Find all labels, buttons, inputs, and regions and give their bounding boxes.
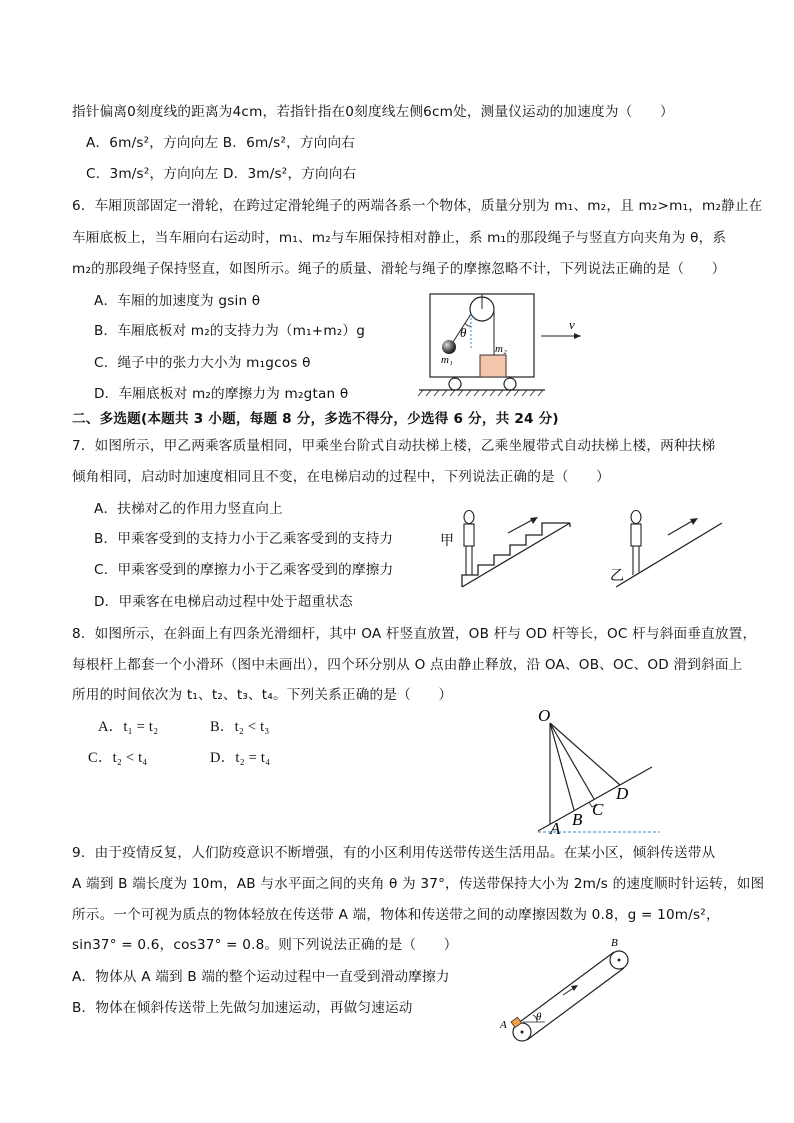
block-m2 (480, 355, 506, 377)
q6-stem-line3: m₂的那段绳子保持竖直，如图所示。绳子的质量、滑轮与绳子的摩擦忽略不计，下列说法正确的是（ ） (72, 261, 726, 277)
q6-option-a: A．车厢的加速度为 gsin θ (94, 293, 261, 309)
q6-stem-line2: 车厢底板上，当车厢向右运动时，m₁、m₂与车厢保持相对静止，系 m₁的那段绳子与竖直方向夹角为 θ，系 (72, 230, 727, 246)
q7-option-a: A．扶梯对乙的作用力竖直向上 (94, 501, 283, 517)
q9-stem-line4: sin37° = 0.6，cos37° = 0.8。则下列说法正确的是（ ） (72, 937, 458, 953)
label-A: A (550, 819, 561, 838)
theta-label: θ (536, 1011, 542, 1023)
rod-OC (550, 723, 594, 799)
q9-conveyor-figure (495, 936, 640, 1046)
velocity-label: v (569, 317, 575, 332)
q6-cart-figure (415, 292, 595, 397)
label-D: D (616, 784, 629, 803)
belt-top (517, 952, 614, 1024)
person-yi (631, 511, 641, 576)
belt-bottom (527, 968, 624, 1040)
q8-option-a: A．t₁ = t₂ (98, 719, 159, 735)
label-B: B (611, 937, 618, 949)
section-multi-choice-header: 二、多选题(本题共 3 小题，每题 8 分，多选不得分，少选得 6 分，共 24 分) (72, 411, 559, 427)
q6-option-d: D．车厢底板对 m₂的摩擦力为 m₂gtan θ (94, 386, 349, 402)
q8-option-d: D．t₂ = t₄ (210, 750, 271, 766)
q8-stem-line1: 8．如图所示，在斜面上有四条光滑细杆，其中 OA 杆竖直放置，OB 杆与 OD 杆等长，OC 杆与斜面垂直放置， (72, 626, 757, 642)
jia-label: 甲 (440, 533, 454, 549)
rod-OD (550, 723, 620, 785)
label-O: O (538, 706, 551, 725)
yi-label: 乙 (610, 568, 624, 584)
m1-label: m₁ (441, 354, 453, 366)
q7-option-d: D．甲乘客在电梯启动过程中处于超重状态 (94, 594, 353, 610)
m2-label: m₂ (495, 343, 507, 355)
wheel-left (449, 378, 461, 390)
q8-stem-line2: 每根杆上都套一个小滑环（图中未画出），四个环分别从 O 点由静止释放，沿 OA、OB、OC、OD 滑到斜面上 (72, 657, 743, 673)
label-B: B (572, 810, 583, 829)
q6-option-b: B．车厢底板对 m₂的支持力为（m₁+m₂）g (94, 323, 366, 339)
ball-m1 (442, 340, 456, 354)
q8-stem-line3: 所用的时间依次为 t₁、t₂、t₃、t₄。下列关系正确的是（ ） (72, 687, 453, 703)
q7-stem-line2: 倾角相同，启动时加速度相同且不变，在电梯启动的过程中，下列说法正确的是（ ） (72, 469, 610, 485)
person-jia (464, 511, 474, 576)
label-A: A (500, 1019, 507, 1031)
theta-label: θ (460, 325, 467, 340)
q7-option-b: B．甲乘客受到的支持力小于乙乘客受到的支持力 (94, 531, 394, 547)
q9-stem-line2: A 端到 B 端长度为 10m，AB 与水平面之间的夹角 θ 为 37°，传送带保持大小为 2m/s 的速度顺时针运转，如图 (72, 876, 765, 892)
q8-option-b: B．t₂ < t₃ (210, 719, 270, 735)
q7-stem-line1: 7．如图所示，甲乙两乘客质量相同，甲乘坐台阶式自动扶梯上楼，乙乘坐履带式自动扶梯上楼，两种扶梯 (72, 438, 716, 454)
q7-option-c: C．甲乘客受到的摩擦力小于乙乘客受到的摩擦力 (94, 562, 394, 578)
wheel-right (504, 378, 516, 390)
q9-stem-line1: 9．由于疫情反复，人们防疫意识不断增强，有的小区利用传送带传送生活用品。在某小区，倾斜传送带从 (72, 845, 716, 861)
q6-stem-line1: 6．车厢顶部固定一滑轮，在跨过定滑轮绳子的两端各系一个物体，质量分别为 m₁、m₂，且 m₂>m₁，m₂静止在 (72, 198, 763, 214)
q9-option-b: B．物体在倾斜传送带上先做匀加速运动，再做匀速运动 (72, 1000, 413, 1016)
rod-OB (550, 723, 574, 810)
q5-options-cd: C．3m/s²，方向向左 D．3m/s²，方向向右 (86, 166, 357, 182)
belt-escalator (616, 523, 722, 587)
q8-option-c: C．t₂ < t₄ (88, 750, 148, 766)
q9-option-a: A．物体从 A 端到 B 端的整个运动过程中一直受到滑动摩擦力 (72, 969, 450, 985)
q6-option-c: C．绳子中的张力大小为 m₁gcos θ (94, 355, 311, 371)
q5-continuation: 指针偏离0刻度线的距离为4cm，若指针指在0刻度线左侧6cm处，测量仪运动的加速度为（ ） (72, 104, 674, 120)
q8-rods-figure (530, 703, 660, 838)
label-C: C (592, 800, 604, 819)
q9-stem-line3: 所示。一个可视为质点的物体轻放在传送带 A 端，物体和传送带之间的动摩擦因数为 0.8，g = 10m/s²， (72, 907, 720, 923)
q5-options-ab: A．6m/s²，方向向左 B．6m/s²，方向向右 (86, 135, 356, 151)
q7-escalator-figures (440, 505, 730, 591)
